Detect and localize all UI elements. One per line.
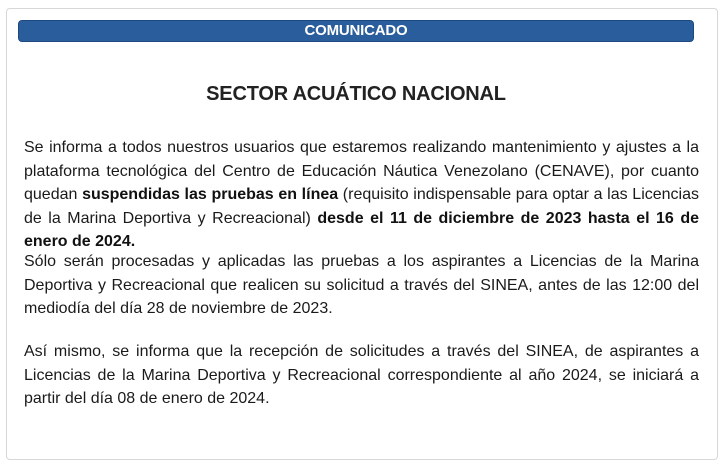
paragraph-maintenance xyxy=(24,136,699,254)
paragraph-maintenance-text-2: (requisito indispensable para optar a las Licencias de la Marina Deportiva y Recreacional) xyxy=(24,186,699,227)
notice-title: SECTOR ACUÁTICO NACIONAL xyxy=(206,83,506,105)
paragraph-maintenance-bold-2: desde el 11 de diciembre de 2023 hasta el 16 de enero de 2024. xyxy=(24,209,700,250)
paragraph-processing: Sólo serán procesadas y aplicadas las pruebas a los aspirantes a Licencias de la Marina Deportiva y Recreacional que realicen su solicitud a través del SINEA, antes de las 12:00 del mediodía del día 28 de noviembre de 2023. xyxy=(24,253,699,317)
notice-banner: COMUNICADO xyxy=(18,20,694,42)
paragraph-reception: Así mismo, se informa que la recepción de solicitudes a través del SINEA, de aspirantes a Licencias de la Marina Deportiva y Recreacional correspondiente al año 2024, se iniciará a partir del día 08 de enero de 2024. xyxy=(24,343,699,407)
paragraph-maintenance-text-1: Se informa a todos nuestros usuarios que estaremos realizando mantenimiento y ajustes a la plataforma tecnológica del Centro de Educación Náutica Venezolano (CENAVE), por cuanto quedan xyxy=(24,139,699,203)
paragraph-maintenance-bold-1: suspendidas las pruebas en línea xyxy=(82,186,339,203)
